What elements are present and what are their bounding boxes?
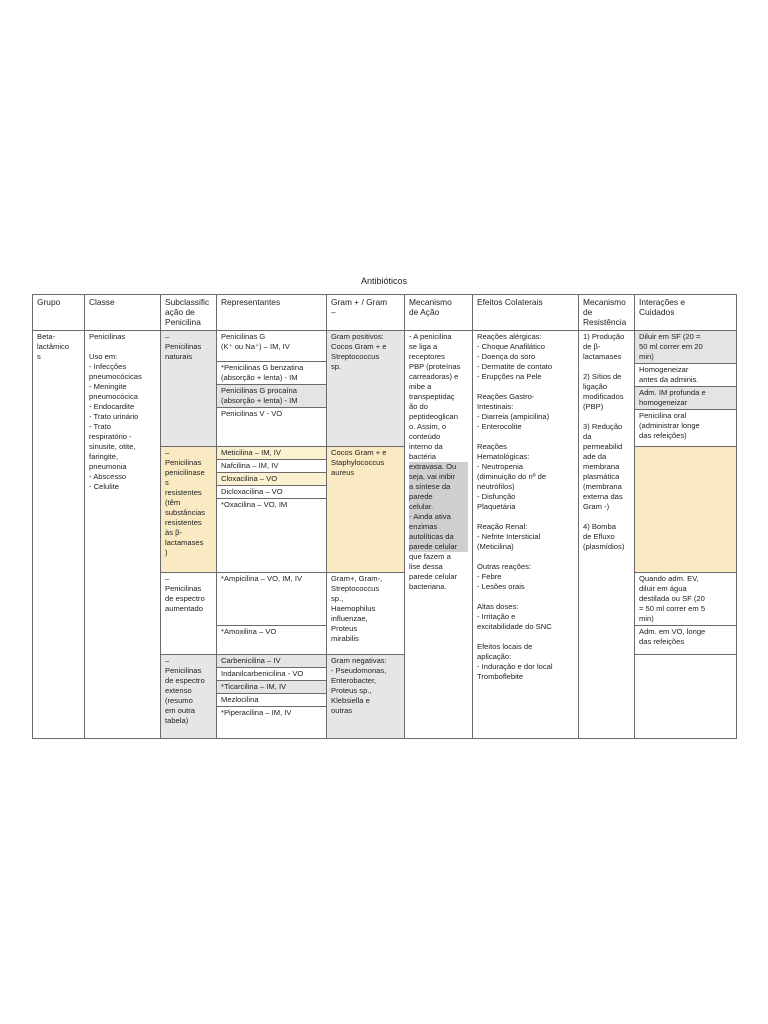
cell-representantes-naturais — [217, 331, 327, 447]
text-line: influenzae, — [331, 614, 368, 623]
text-line: Diluir em SF (20 = — [639, 332, 701, 341]
text-line: externa das — [583, 492, 623, 501]
cell-grupo — [33, 331, 85, 739]
cell-gram-extenso — [327, 655, 405, 739]
text-line: Tromboflebite — [477, 672, 524, 681]
text-line: – — [165, 332, 170, 341]
cell-gram-naturais — [327, 331, 405, 447]
text-line: Penicilinas — [165, 458, 202, 467]
text-line: Gram+, Gram-, — [331, 574, 383, 583]
text-line: 1) Produção — [583, 332, 625, 341]
text-line: tabela) — [165, 716, 189, 725]
header-row — [33, 295, 737, 331]
text-line: ão do — [409, 402, 429, 411]
cell-mecanismo-resistencia — [579, 331, 635, 739]
text-line: respiratório - — [89, 432, 132, 441]
text-line: permeabilid — [583, 442, 623, 451]
rep-line: Mezlocilina — [217, 694, 326, 707]
text-line — [477, 512, 574, 522]
text-line: transpeptidaç — [409, 392, 455, 401]
text-line: Outras reações: — [477, 562, 532, 571]
cell-gram-aumentado — [327, 573, 405, 655]
header-efeitos: Efeitos Colaterais — [473, 295, 579, 331]
text-line: celular. — [409, 502, 468, 512]
rep-line: Nafcilina – IM, IV — [217, 460, 326, 473]
text-line: s — [165, 478, 169, 487]
text-line: Cocos Gram + e — [331, 342, 387, 351]
text-line: Haemophilus — [331, 604, 376, 613]
text-line: Reações alérgicas: — [477, 332, 542, 341]
text-line: sp. — [331, 362, 342, 371]
text-line — [477, 632, 574, 642]
text-line: Streptococcus — [331, 584, 380, 593]
text-line: pneumonia — [89, 462, 127, 471]
text-line: neutrófilos) — [477, 482, 515, 491]
rep-line: Indanilcarbenicilina - VO — [217, 668, 326, 681]
text-line: diluir em água — [639, 584, 687, 593]
cell-mecanismo-acao — [405, 331, 473, 739]
rep-line: *Penicilinas G benzatina (absorção + lenta) - IM — [217, 362, 326, 385]
text-line: membrana — [583, 462, 620, 471]
text-line: 2) Sítios de — [583, 372, 622, 381]
text-line: 3) Redução — [583, 422, 623, 431]
text-line: Uso em: — [89, 352, 118, 361]
text-line: lise dessa — [409, 562, 443, 571]
text-line — [477, 552, 574, 562]
text-line — [583, 412, 630, 422]
text-line: plasmática — [583, 472, 620, 481]
cell-subclass-resistentes — [161, 447, 217, 573]
text-line: a síntese da — [409, 482, 468, 492]
text-line: ) — [165, 548, 168, 557]
text-line: carreadoras) e — [409, 372, 459, 381]
text-line: Gram negativas: — [331, 656, 387, 665]
text-line: resistentes — [165, 488, 202, 497]
header-mecanismo-acao: Mecanismo de Ação — [405, 295, 473, 331]
text-line: enzimas — [409, 522, 468, 532]
text-line: Penicilina oral — [639, 411, 687, 420]
header-mecanismo-resistencia: Mecanismo de Resistência — [579, 295, 635, 331]
text-line: - Choque Anafilático — [477, 342, 545, 351]
text-line: - Neutropenia — [477, 462, 524, 471]
text-line: pneumocócicas — [89, 372, 142, 381]
rep-line: *Ampicilina – VO, IM, IV — [217, 573, 326, 626]
text-line: - Ainda ativa — [409, 512, 468, 522]
rep-line: Carbenicilina – IV — [217, 655, 326, 668]
header-representantes: Representantes — [217, 295, 327, 331]
text-line: - Doença do soro — [477, 352, 536, 361]
text-line: que fazem a — [409, 552, 451, 561]
text-line: Gram -) — [583, 502, 610, 511]
text-line: (diminuição do nº de — [477, 472, 547, 481]
text-line: de Efluxo — [583, 532, 615, 541]
text-line: (PBP) — [583, 402, 604, 411]
text-line: = 50 ml correr em 5 — [639, 604, 706, 613]
rep-line: Penicilinas G (K⁺ ou Na⁺) – IM, IV — [217, 331, 326, 362]
text-line: lactâmico — [37, 342, 70, 351]
text-line: (Meticilina) — [477, 542, 514, 551]
text-line: Penicilinas — [165, 666, 202, 675]
text-line: parede celular — [409, 572, 458, 581]
text-line: - Pseudomonas, — [331, 666, 387, 675]
text-line: Quando adm. EV, — [639, 574, 699, 583]
text-line: da — [583, 432, 592, 441]
cell-representantes-resistentes — [217, 447, 327, 573]
text-line: homogeneizar — [639, 398, 688, 407]
text-line: às β- — [165, 528, 183, 537]
header-interacoes: Interações e Cuidados — [635, 295, 737, 331]
text-line: - Trato — [89, 422, 111, 431]
text-line: (membrana — [583, 482, 622, 491]
cell-interacoes-naturais — [635, 331, 737, 447]
text-line: – — [165, 448, 170, 457]
care-note — [635, 364, 736, 387]
header-classe: Classe — [85, 295, 161, 331]
text-line: Reação Renal: — [477, 522, 528, 531]
text-line — [477, 382, 574, 392]
document-title: Antibióticos — [360, 276, 408, 286]
text-line: destilada ou SF (20 — [639, 594, 705, 603]
text-line: Efeitos locais de — [477, 642, 533, 651]
text-line: Penicilinas — [165, 584, 202, 593]
text-line: receptores — [409, 352, 445, 361]
text-line: Hematológicas: — [477, 452, 530, 461]
rep-line: *Oxacilina – VO, IM — [221, 500, 288, 509]
text-line: - Erupções na Pele — [477, 372, 542, 381]
text-line — [583, 512, 630, 522]
text-line: Plaquetária — [477, 502, 516, 511]
text-line: - Trato urinário — [89, 412, 139, 421]
text-line: parede — [409, 492, 468, 502]
text-line: 50 ml correr em 20 — [639, 342, 703, 351]
text-line: substâncias — [165, 508, 206, 517]
text-line: min) — [639, 352, 654, 361]
text-line: aplicação: — [477, 652, 512, 661]
cell-efeitos — [473, 331, 579, 739]
text-line: Intestinais: — [477, 402, 514, 411]
cell-representantes-aumentado — [217, 573, 327, 655]
text-line: Reações Gastro- — [477, 392, 535, 401]
cell-representantes-extenso — [217, 655, 327, 739]
text-line: se liga a — [409, 342, 438, 351]
text-line: parede celular — [409, 542, 468, 552]
text-line: excitabilidade do SNC — [477, 622, 552, 631]
text-line: faringite, — [89, 452, 119, 461]
text-line: - Disfunção — [477, 492, 516, 501]
rep-line: *Ticarcilina – IM, IV — [217, 681, 326, 694]
text-line: mirabilis — [331, 634, 359, 643]
text-line: Beta- — [37, 332, 56, 341]
rep-line: Cloxacilina – VO — [217, 473, 326, 486]
text-line: conteúdo — [409, 432, 441, 441]
text-line: interno da — [409, 442, 443, 451]
text-line: Staphylococcus — [331, 458, 385, 467]
text-line: penicilinase — [165, 468, 205, 477]
text-line: Klebsiella e — [331, 696, 370, 705]
text-line: peptideoglican — [409, 412, 458, 421]
row-penicilinas-naturais — [33, 331, 737, 447]
rep-line: Penicilinas G procaína (absorção + lenta) - IM — [217, 385, 326, 408]
text-line: Reações — [477, 442, 507, 451]
text-line: extravasa. Ou — [409, 462, 468, 472]
text-line: ligação — [583, 382, 608, 391]
text-line: - Induração e dor local — [477, 662, 553, 671]
text-line: extenso — [165, 686, 192, 695]
text-line: inibe a — [409, 382, 432, 391]
text-line: das refeições — [639, 637, 685, 646]
text-line: PBP (proteínas — [409, 362, 461, 371]
cell-subclass-aumentado — [161, 573, 217, 655]
text-line: das refeições) — [639, 431, 687, 440]
text-line: - Nefrite Intersticial — [477, 532, 541, 541]
cell-interacoes-aumentado — [635, 573, 737, 655]
rep-line: Dicloxacilina – VO — [217, 486, 326, 499]
text-line: de espectro — [165, 594, 205, 603]
text-line: s — [37, 352, 41, 361]
text-line: min) — [639, 614, 654, 623]
text-line: - Abscesso — [89, 472, 127, 481]
text-line: sinusite, otite, — [89, 442, 136, 451]
text-line: Cocos Gram + e — [331, 448, 387, 457]
text-line: Proteus sp., — [331, 686, 372, 695]
rep-line: Meticilina – IM, IV — [217, 447, 326, 460]
text-line: pneumocócica — [89, 392, 138, 401]
text-line: resistentes — [165, 518, 202, 527]
text-line: Proteus — [331, 624, 358, 633]
text-line: modificados — [583, 392, 624, 401]
cell-subclass-extenso — [161, 655, 217, 739]
text-line — [89, 342, 156, 352]
text-line: naturais — [165, 352, 193, 361]
rep-line: *Amoxilina – VO — [221, 627, 277, 636]
text-line: seja, vai inibir — [409, 472, 468, 482]
text-line: lactamases — [583, 352, 622, 361]
rep-line: Penicilinas V - VO — [221, 409, 283, 418]
text-line: Gram positivos: — [331, 332, 384, 341]
cell-subclass-naturais — [161, 331, 217, 447]
text-line: outras — [331, 706, 353, 715]
text-line: ade da — [583, 452, 607, 461]
text-line: (resumo — [165, 696, 193, 705]
cell-gram-resistentes — [327, 447, 405, 573]
text-line: em outra — [165, 706, 195, 715]
text-line: antes da adminis. — [639, 375, 699, 384]
text-line: Enterobacter, — [331, 676, 377, 685]
text-line: – — [165, 656, 170, 665]
care-note — [635, 387, 736, 410]
text-line: Homogeneizar — [639, 365, 689, 374]
text-line: Altas doses: — [477, 602, 519, 611]
text-line: - Infecções — [89, 362, 127, 371]
text-line: - A penicilina — [409, 332, 452, 341]
text-line: (têm — [165, 498, 181, 507]
text-line — [583, 362, 630, 372]
care-note — [635, 573, 736, 626]
text-line: aureus — [331, 468, 355, 477]
header-gram: Gram + / Gram – — [327, 295, 405, 331]
text-line: Penicilinas — [89, 332, 126, 341]
text-line: – — [165, 574, 170, 583]
care-note — [635, 410, 736, 442]
rep-line: *Piperacilina – IM, IV — [221, 708, 292, 717]
text-line: Adm. IM profunda e — [639, 388, 706, 397]
text-line: sp., — [331, 594, 344, 603]
text-line: (administrar longe — [639, 421, 700, 430]
text-line: - Febre — [477, 572, 502, 581]
text-line: bacteriana. — [409, 582, 447, 591]
text-line: Penicilinas — [165, 342, 202, 351]
text-line: - Enterocolite — [477, 422, 522, 431]
text-line: de espectro — [165, 676, 205, 685]
text-line: de β- — [583, 342, 601, 351]
cell-interacoes-extenso — [635, 655, 737, 739]
cell-classe — [85, 331, 161, 739]
text-line: - Irritação e — [477, 612, 516, 621]
text-line: autolíticas da — [409, 532, 468, 542]
text-line: bactéria — [409, 452, 437, 461]
text-line: - Endocardite — [89, 402, 135, 411]
text-line: 4) Bomba — [583, 522, 616, 531]
text-line: (plasmídios) — [583, 542, 625, 551]
text-line: aumentado — [165, 604, 203, 613]
cell-interacoes-resistentes — [635, 447, 737, 573]
antibiotics-table — [32, 294, 737, 739]
text-line: - Diarreia (ampicilina) — [477, 412, 550, 421]
header-subclass: Subclassific ação de Penicilina — [161, 295, 217, 331]
text-line: o. Assim, o — [409, 422, 447, 431]
text-line: Streptococcus — [331, 352, 380, 361]
text-line: - Lesões orais — [477, 582, 525, 591]
header-grupo: Grupo — [33, 295, 85, 331]
care-note — [635, 331, 736, 364]
text-line — [477, 432, 574, 442]
text-line: - Meningite — [89, 382, 127, 391]
text-line: Adm. em VO, longe — [639, 627, 706, 636]
text-line: - Dermatite de contato — [477, 362, 553, 371]
text-line: lactamases — [165, 538, 204, 547]
care-note — [635, 626, 736, 648]
text-line — [477, 592, 574, 602]
text-line: - Celulite — [89, 482, 119, 491]
